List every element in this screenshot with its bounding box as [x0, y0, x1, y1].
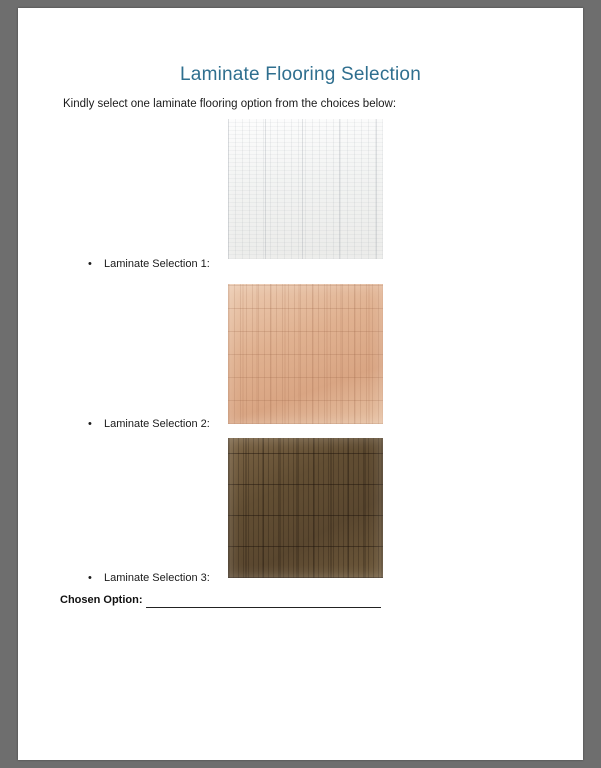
list-item-option-1[interactable] [88, 258, 248, 270]
document-page [18, 8, 583, 760]
option-1-label: Laminate Selection 1: [104, 258, 210, 270]
swatch-laminate-1[interactable] [228, 119, 383, 259]
bullet-icon: • [88, 418, 92, 430]
instruction-text: Kindly select one laminate flooring option from the choices below: [63, 98, 397, 110]
page-title: Laminate Flooring Selection [180, 64, 421, 85]
swatch-laminate-2[interactable] [228, 284, 383, 424]
list-item-option-3[interactable] [88, 572, 248, 584]
option-2-label: Laminate Selection 2: [104, 418, 210, 430]
bullet-icon: • [88, 258, 92, 270]
chosen-option-input-line[interactable] [146, 607, 381, 608]
list-item-option-2[interactable] [88, 418, 248, 430]
bullet-icon: • [88, 572, 92, 584]
option-3-label: Laminate Selection 3: [104, 572, 210, 584]
swatch-laminate-3[interactable] [228, 438, 383, 578]
chosen-option-label: Chosen Option: [60, 594, 143, 606]
